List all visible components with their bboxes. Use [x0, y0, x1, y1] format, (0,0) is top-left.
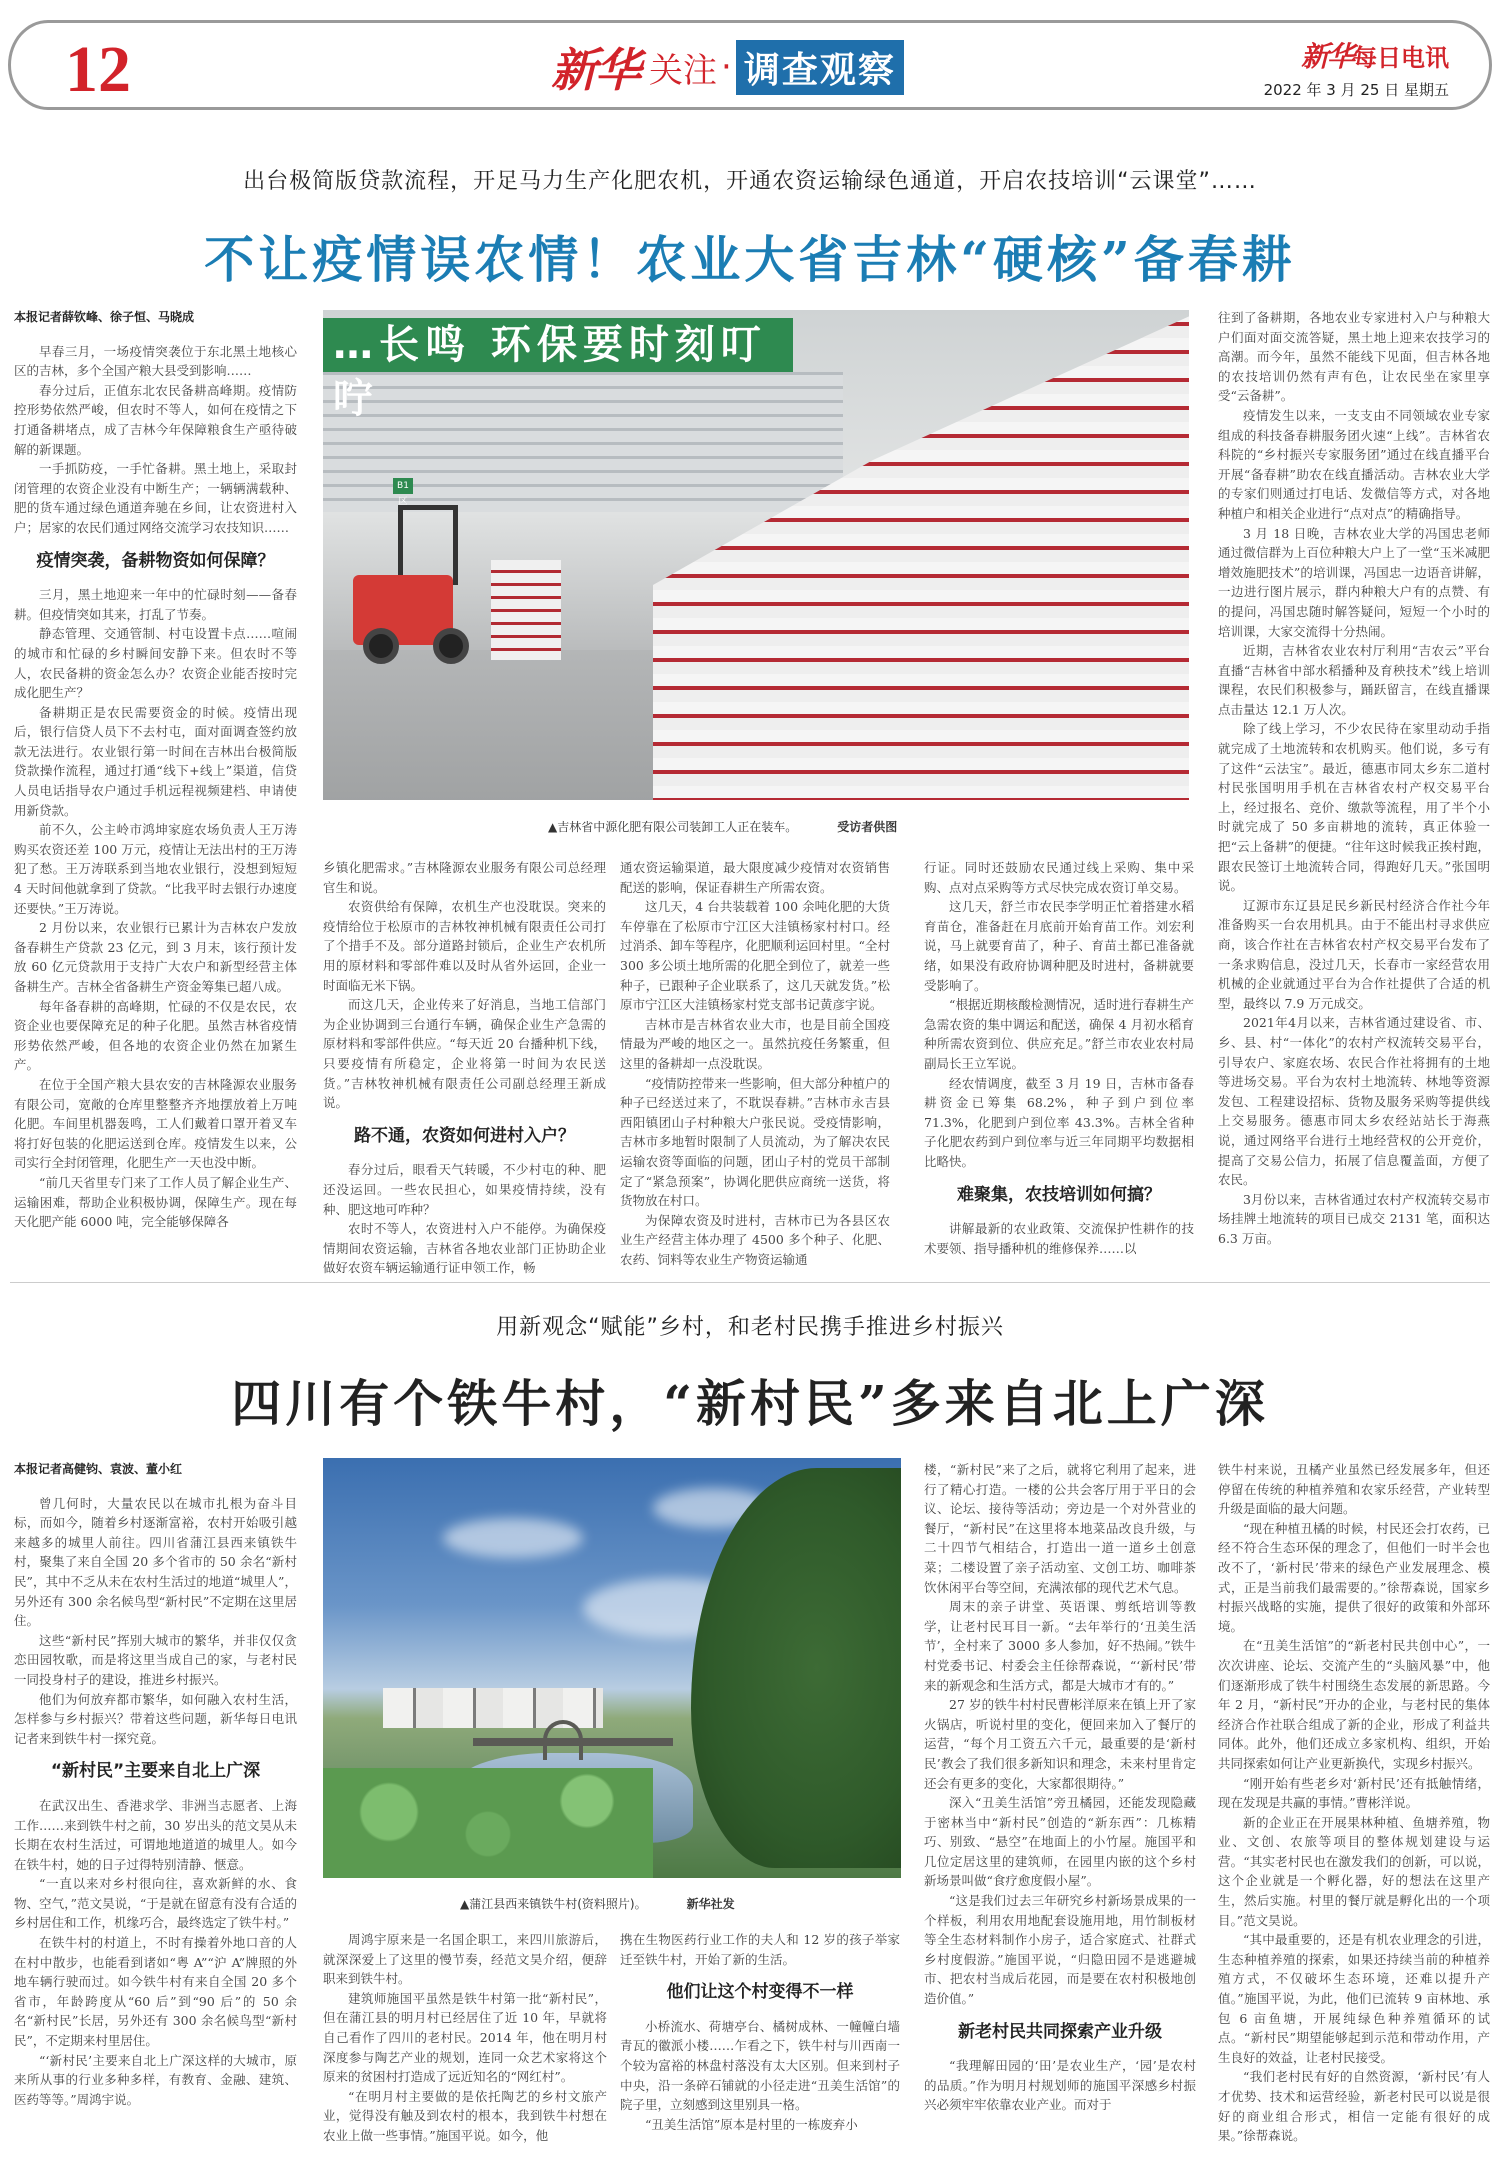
- paragraph: 经农情调度，截至 3 月 19 日，吉林市备春耕资金已筹集 68.2%，种子到户到位率 71.3%，化肥到户到位率 43.3%。吉林全省种子化肥农药到户到位率与近三年同期平均数据相比略快。: [924, 1075, 1194, 1169]
- paragraph: 春分过后，正值东北农民备耕高峰期。疫情防控形势依然严峻，但农时不等人，如何在疫情之下打通备耕堵点，成了吉林今年保障粮食生产亟待破解的新课题。: [14, 382, 297, 457]
- photo-credit: 新华社发: [686, 1897, 735, 1911]
- article1-subhead-2: 路不通，农资如何进村入户？: [354, 1125, 575, 1146]
- section-brand: [551, 37, 904, 97]
- paragraph: 3 月 18 日晚，吉林农业大学的冯国忠老师通过微信群为上百位种粮大户上了一堂“玉米减肥增效施肥技术”的培训课，冯国忠一边语音讲解，一边进行图片展示，群内种粮大户有的点赞、有的提问，冯国忠随时解答疑问，短短一个小时的培训课，大家交流得十分热闹。: [1218, 525, 1490, 639]
- article1-column-5: [1218, 308, 1490, 1249]
- paragraph: 辽源市东辽县足民乡新民村经济合作社今年准备购买一台农用机具。由于不能出村寻求供应商，该合作社在吉林省农村产权交易平台发布了一条求购信息，没过几天，长春市一家经营农用机械的企业就通过平台为合作社提供了合适的机型，最终以 7.9 万元成交。: [1218, 897, 1490, 1011]
- article2-column-4: [924, 1460, 1196, 2115]
- paragraph: 建筑师施国平虽然是铁牛村第一批“新村民”，但在蒲江县的明月村已经居住了近 10 年，早就将自己看作了四川的老村民。2014 年，他在明月村深度参与陶艺产业的规划，连同一众艺术家将这个原来的贫困村打造成了远近知名的“网红村”。: [323, 1990, 607, 2085]
- article2-column-3: [620, 1930, 900, 2134]
- caption-text: ▲吉林省中源化肥有限公司装卸工人正在装车。: [548, 820, 798, 834]
- paragraph: 为保障农资及时进村，吉林市已为各县区农业生产经营主体办理了 4500 多个种子、化肥、农药、饲料等农业生产物资运输通: [620, 1212, 890, 1267]
- article2-byline: 本报记者高健钧、袁波、董小红: [14, 1462, 183, 1476]
- article1-column-4: [924, 858, 1194, 1258]
- forklift-wheel: [363, 628, 399, 664]
- article1-column-3: [620, 858, 890, 1269]
- forklift-wheel: [433, 628, 469, 664]
- cloud: [443, 1518, 583, 1558]
- paragraph: 前不久，公主岭市鸿坤家庭农场负责人王万涛购买农资还差 100 万元，疫情让无法出村的王万涛犯了愁。王万涛联系到当地农业银行，没想到短短 4 天时间他就拿到了贷款。“比我平时去银行办速度还要快。”王万涛说。: [14, 822, 297, 916]
- paper-brand: [1264, 35, 1449, 100]
- paragraph: 吉林市是吉林省农业大市，也是目前全国疫情最为严峻的地区之一。虽然抗疫任务繁重，但这里的备耕却一点没耽误。: [620, 1016, 890, 1071]
- paragraph: 行证。同时还鼓励农民通过线上采购、集中采购、点对点采购等方式尽快完成农资订单交易。: [924, 860, 1194, 895]
- paragraph: “现在种植丑橘的时候，村民还会打农药，已经不符合生态环保的理念了，但他们一时半会也改不了，‘新村民’带来的绿色产业发展理念、模式，正是当前我们最需要的。”徐帮森说，国家乡村振兴战略的实施，提供了很好的政策和外部环境。: [1218, 1520, 1490, 1634]
- paragraph: 铁牛村来说，丑橘产业虽然已经发展多年，但还停留在传统的种植养殖和农家乐经营，产业转型升级是面临的最大问题。: [1218, 1462, 1490, 1517]
- forklift-pallet: [491, 560, 561, 660]
- paragraph: 2 月份以来，农业银行已累计为吉林农户发放备春耕生产贷款 23 亿元，到 3 月末，该行预计发放 60 亿元贷款用于支持广大农户和新型经营主体备耕生产。吉林全省备耕生产资金筹集已超八成。: [14, 920, 297, 994]
- paragraph: 小桥流水、荷塘亭台、橘树成林、一幢幢白墙青瓦的徽派小楼……乍看之下，铁牛村与川西南一个较为富裕的林盘村落没有太大区别。但来到村子中央，沿一条碎石铺就的小径走进“丑美生活馆”的院子里，立刻感到这里别具一格。: [620, 2018, 900, 2113]
- paragraph: 在位于全国产粮大县农安的吉林隆源农业服务有限公司，宽敞的仓库里整整齐齐地摆放着上万吨化肥。车间里机器轰鸣，工人们戴着口罩开着叉车将打好包装的化肥运送到仓库。疫情发生以来，公司实行全封闭管理，化肥生产一天也没中断。: [14, 1076, 297, 1171]
- article2-headline: 四川有个铁牛村，“新村民”多来自北上广深: [231, 1374, 1269, 1433]
- caption-text: ▲蒲江县西来镇铁牛村(资料照片)。: [460, 1897, 647, 1911]
- article1-subhead-3: 难聚集，农技培训如何搞？: [957, 1184, 1161, 1205]
- paragraph: 而这几天，企业传来了好消息，当地工信部门为企业协调到三台通行车辆，确保企业生产急需的原材料和零部件供应。“每天近 20 台播种机下线，只要疫情有所稳定，企业将第一时间为农民送货。”吉林牧神机械有限责任公司副总经理王新成说。: [323, 997, 606, 1111]
- section-label: 关注: [649, 50, 717, 91]
- paragraph: 周末的亲子讲堂、英语课、剪纸培训等教学，让老村民耳目一新。“去年举行的‘丑美生活节’，全村来了 3000 多人参加，好不热闹。”铁牛村党委书记、村委会主任徐帮森说，“‘新村民’带来的新观念和生活方式，都是大城市才有的。”: [924, 1599, 1196, 1693]
- paragraph: “前几天省里专门来了工作人员了解企业生产、运输困难，帮助企业积极协调，保障生产。现在每天化肥产能 6000 吨，完全能够保障各: [14, 1174, 297, 1230]
- paragraph: 乡镇化肥需求。”吉林隆源农业服务有限公司总经理官生和说。: [323, 860, 606, 895]
- paragraph: 往到了备耕期，各地农业专家进村入户与种粮大户们面对面交流答疑，黑土地上迎来农技学习的高潮。而今年，虽然不能线下见面，但吉林各地的农技培训仍然有声有色，让农民坐在家里享受“云备耕”。: [1218, 310, 1490, 404]
- paragraph: “‘新村民’主要来自北上广深这样的大城市，原来所从事的行业多种多样，有教育、金融、建筑、医药等等。”周鸿宇说。: [14, 2052, 297, 2107]
- zone-sign: B1区: [393, 478, 413, 494]
- paragraph: 27 岁的铁牛村村民曹彬洋原来在镇上开了家火锅店，听说村里的变化，便回来加入了餐厅的运营，“每个月工资五六千元，最重要的是‘新村民’教会了我们很多新知识和理念，未来村里肯定还会有更多的变化，大家都很期待。”: [924, 1697, 1196, 1791]
- paragraph: 深入“丑美生活馆”旁丑橘园，还能发现隐藏于密林当中“新村民”创造的“新东西”：几栋精巧、别致、“悬空”在地面上的小竹屋。施国平和几位定居这里的建筑师，在园里内嵌的这个乡村新场景叫做“食疗愈度假小屋”。: [924, 1795, 1196, 1889]
- paragraph: 通农资运输渠道，最大限度减少疫情对农资销售配送的影响，保证春耕生产所需农资。: [620, 860, 890, 895]
- paper-logo-script: 新华: [1300, 40, 1353, 73]
- article2-photo-caption: [460, 1895, 735, 1912]
- lotus-leaves: [323, 1768, 653, 1878]
- article1-byline: 本报记者薛钦峰、徐子恒、马晓成: [14, 310, 195, 324]
- paragraph: 春分过后，眼看天气转暖，不少村屯的种、肥还没运回。一些农民担心，如果疫情持续，没有种、肥这地可咋种？: [323, 1162, 606, 1217]
- paragraph: 农时不等人，农资进村入户不能停。为确保疫情期间农资运输，吉林省各地农业部门正协助企业做好农资车辆运输通行证申领工作，畅: [323, 1221, 606, 1276]
- forklift-cab: [398, 505, 458, 585]
- warehouse-banner: …长鸣 环保要时刻叮咛: [323, 318, 793, 372]
- article2-column-2: [323, 1930, 607, 2146]
- paragraph: 疫情发生以来，一支支由不同领域农业专家组成的科技备春耕服务团火速“上线”。吉林省农科院的“乡村振兴专家服务团”通过在线直播平台开展“备春耕”助农在线直播活动。吉林农业大学的专家们则通过打电话、发微信等方式，对各地种植户和相关企业进行“点对点”的精确指导。: [1218, 407, 1490, 521]
- article2-column-1: [14, 1460, 297, 2109]
- paragraph: 在“丑美生活馆”的“新老村民共创中心”，一次次讲座、论坛、交流产生的“头脑风暴”中，他们逐渐形成了铁牛村围绕生态发展的新思路。今年 2 月，“新村民”开办的企业，与老村民的集体经济合作社联合组成了新的企业，形成了利益共同体。此外，他们还成立多家机构、组织，开始共同探索如何让产业更新换代，实现乡村振兴。: [1218, 1638, 1490, 1771]
- paragraph: 周鸿宇原来是一名国企职工，来四川旅游后，就深深爱上了这里的慢节奏，经范文昊介绍，便辞职来到铁牛村。: [323, 1932, 607, 1987]
- article-divider: [10, 1282, 1490, 1283]
- paragraph: 近期，吉林省农业农村厅利用“吉农云”平台直播“吉林省中部水稻播种及育秧技术”线上培训课程，农民们积极参与，踊跃留言，在线直播课点击量达 12.1 万人次。: [1218, 643, 1490, 717]
- article1-column-1: [14, 308, 297, 1232]
- article2-kicker: 用新观念“赋能”乡村，和老村民携手推进乡村振兴: [496, 1315, 1004, 1340]
- paragraph: 楼，“新村民”来了之后，就将它利用了起来，进行了精心打造。一楼的公共会客厅用于平日的会议、论坛、接待等活动；旁边是一个对外营业的餐厅，“新村民”在这里将本地菜品改良升级，与二十四节气相结合，打造出一道一道乡土创意菜；二楼设置了亲子活动室、文创工坊、咖啡茶饮休闲平台等空间，充满浓郁的现代艺术气息。: [924, 1462, 1196, 1595]
- article1-photo-warehouse: [323, 310, 1189, 800]
- article2-subhead-2: 他们让这个村变得不一样: [666, 1982, 854, 2003]
- paper-title: 每日电讯: [1353, 43, 1449, 72]
- column-name-box: 调查观察: [736, 40, 904, 95]
- paragraph: 讲解最新的农业政策、交流保护性耕作的技术要领、指导播种机的维修保养……以: [924, 1221, 1194, 1256]
- village-trees: [691, 1468, 901, 1868]
- paragraph: 三月，黑土地迎来一年中的忙碌时刻——备春耕。但疫情突如其来，打乱了节奏。: [14, 587, 297, 622]
- paper-name: [1264, 35, 1449, 75]
- paragraph: 一手抓防疫，一手忙备耕。黑土地上，采取封闭管理的农资企业没有中断生产；一辆辆满载种、肥的货车通过绿色通道奔驰在乡间，让农资进村入户；居家的农民们通过网络交流学习农技知识……: [14, 461, 297, 535]
- masthead: [8, 20, 1492, 110]
- paragraph: 在铁牛村的村道上，不时有操着外地口音的人在村中散步，也能看到诸如“粤 A”“沪 A”牌照的外地车辆行驶而过。如今铁牛村有来自全国 20 多个省市，年龄跨度从“60 后”到“90 后”的 50 余名“新村民”长居，另外还有 300 余名候鸟型“新村民”，不定期来村里居住。: [14, 1935, 297, 2049]
- paragraph: 携在生物医药行业工作的夫人和 12 岁的孩子举家迁至铁牛村，开始了新的生活。: [620, 1932, 900, 1967]
- paragraph: 这几天，舒兰市农民李学明正忙着搭建水稻育苗仓，准备赶在月底前开始育苗工作。刘宏利说，马上就要育苗了，种子、育苗土都已准备就绪，如果没有政府协调种肥及时进村，备耕就要受影响了。: [924, 899, 1194, 993]
- paragraph: “我们老村民有好的自然资源，‘新村民’有人才优势、技术和运营经验，新老村民可以说是很好的商业组合形式，相信一定能有很好的成果。”徐帮森说。: [1218, 2069, 1490, 2144]
- paragraph: 农资供给有保障，农机生产也没耽误。突来的疫情给位于松原市的吉林牧神机械有限责任公司打了个措手不及。部分道路封锁后，企业生产农机所用的原材料和零部件难以及时从省外运回，企业一时面临无米下锅。: [323, 899, 606, 993]
- article1-photo-caption: [548, 818, 897, 835]
- paragraph: 3月份以来，吉林省通过农村产权流转交易市场挂牌土地流转的项目已成交 2131 笔，面积达 6.3 万亩。: [1218, 1191, 1490, 1246]
- issue-date: 2022 年 3 月 25 日 星期五: [1263, 81, 1449, 99]
- article1-subhead-1: 疫情突袭，备耕物资如何保障？: [36, 550, 275, 571]
- paragraph: “一直以来对乡村很向往，喜欢新鲜的水、食物、空气，”范文昊说，“于是就在留意有没有合适的乡村居住和工作，机缘巧合，最终选定了铁牛村。”: [14, 1876, 297, 1931]
- article1-headline: 不让疫情误农情！农业大省吉林“硬核”备春耕: [204, 230, 1296, 289]
- article2-column-5: [1218, 1460, 1490, 2146]
- paragraph: 备耕期正是农民需要资金的时候。疫情出现后，银行信贷人员下不去村屯，面对面调查签约放款无法进行。农业银行第一时间在吉林出台极简版贷款操作流程，通过打通“线下+线上”渠道，信贷人员电话指导农户通过手机远程视频建档、申请使用新贷款。: [14, 704, 297, 818]
- article1-kicker: 出台极简版贷款流程，开足马力生产化肥农机，开通农资运输绿色通道，开启农技培训“云课堂”……: [243, 169, 1257, 194]
- paragraph: 新的企业正在开展果林种植、鱼塘养殖，物业、文创、农旅等项目的整体规划建设与运营。“其实老村民也在激发我们的创新，可以说，这个企业就是一个孵化器，好的想法在这里产生，然后实施。村里的餐厅就是孵化出的一个项目。”范文昊说。: [1218, 1814, 1490, 1928]
- article2-subhead-3: 新老村民共同探索产业升级: [958, 2021, 1162, 2042]
- paragraph: 2021年4月以来，吉林省通过建设省、市、乡、县、村“一体化”的农村产权流转交易平台，引导农户、家庭农场、农民合作社将拥有的土地等进场交易。平台为农村土地流转、林地等资源发包、工程建设招标、货物及服务采购等提供线上交易服务。德惠市同太乡农经站站长于海燕说，通过网络平台进行土地经营权的公开竞价，提高了交易公信力，拓展了信息覆盖面，方便了农民。: [1218, 1015, 1490, 1188]
- paragraph: 他们为何放弃都市繁华，如何融入农村生活，怎样参与乡村振兴？带着这些问题，新华每日电讯记者来到铁牛村一探究竟。: [14, 1691, 297, 1746]
- section-separator: ·: [721, 47, 732, 87]
- paragraph: 除了线上学习，不少农民待在家里动动手指就完成了土地流转和农机购买。他们说，多亏有了这件“云法宝”。最近，德惠市同太乡东二道村村民张国明用手机在吉林省农村产权交易平台上，经过报名、竞价、缴款等流程，用了半个小时就完成了 50 多亩耕地的流转，真正体验一把“云上备耕”的便捷。“往年这时候我正挨村跑，跟农民签订土地流转合同，得跑好几天。”张国明说。: [1218, 721, 1490, 894]
- paragraph: 曾几何时，大量农民以在城市扎根为奋斗目标，而如今，随着乡村逐渐富裕，农村开始吸引越来越多的城里人前往。四川省蒲江县西来镇铁牛村，聚集了来自全国 20 多个省市的 50 余名“新村民”，其中不乏从未在农村生活过的地道“城里人”，另外还有 300 余名候鸟型“新村民”不定期在这里居住。: [14, 1495, 297, 1629]
- photo-credit: 受访者供图: [837, 820, 898, 834]
- village-bridge-arch: [543, 1720, 583, 1760]
- paragraph: “丑美生活馆”原本是村里的一栋废弃小: [645, 2116, 858, 2132]
- paragraph: 这几天，4 台共装载着 100 余吨化肥的大货车停靠在了松原市宁江区大洼镇杨家村村口。经过消杀、卸车等程序，化肥顺利运回村里。“全村 300 多公顷土地所需的化肥全到位了，就差一些种子，已跟种子企业联系了，这几天就发货。”松原市宁江区大洼镇杨家村党支部书记黄彦宇说。: [620, 899, 890, 1013]
- paragraph: “我理解田园的‘田’是农业生产，‘园’是农村的品质。”作为明月村规划师的施国平深感乡村振兴必须牢牢依靠农业产业。而对于: [924, 2058, 1196, 2113]
- paragraph: “刚开始有些老乡对‘新村民’还有抵触情绪，现在发现是共赢的事情。”曹彬洋说。: [1218, 1775, 1490, 1811]
- paragraph: “在明月村主要做的是依托陶艺的乡村文旅产业，觉得没有触及到农村的根本，我到铁牛村想在农业上做一些事情。”施国平说。如今，他: [323, 2088, 607, 2143]
- page-number: 12: [65, 33, 131, 106]
- paragraph: “疫情防控带来一些影响，但大部分种植户的种子已经送过来了，不耽误春耕。”吉林市永吉县西阳镇团山子村种粮大户张民说。受疫情影响，吉林市多地暂时限制了人员流动，为了解决农民运输农资等面临的问题，团山子村的党员干部制定了“紧急预案”，协调化肥供应商统一送货，将货物放在村口。: [620, 1075, 890, 1209]
- paragraph: “根据近期核酸检测情况，适时进行春耕生产急需农资的集中调运和配送，确保 4 月初水稻育种所需农资到位、供应充足。”舒兰市农业农村局副局长王立军说。: [924, 997, 1194, 1071]
- paragraph: “这是我们过去三年研究乡村新场景成果的一个样板，利用农用地配套设施用地，用竹制板材等全生态材料制作小房子，适合家庭式、社群式乡村度假游。”施国平说，“归隐田园不是逃避城市、把农村当成后花园，而是要在农村积极地创造价值。”: [924, 1893, 1196, 2007]
- article2-photo-village: [323, 1458, 901, 1878]
- paragraph: 早春三月，一场疫情突袭位于东北黑土地核心区的吉林，多个全国产粮大县受到影响……: [14, 343, 297, 379]
- paragraph: “其中最重要的，还是有机农业理念的引进，生态种植养殖的探索，如果还持续当前的种植养殖方式，不仅破坏生态环境，还难以提升产值。”施国平说，为此，他们已流转 9 亩林地、承包 6 亩鱼塘，开展纯绿色种养殖循环的试点。“新村民”期望能够起到示范和带动作用，产生良好的效益，让老村民接受。: [1218, 1932, 1490, 2065]
- xinhua-logo: 新华: [551, 43, 639, 97]
- paragraph: 在武汉出生、香港求学、非洲当志愿者、上海工作……来到铁牛村之前，30 岁出头的范文昊从未长期在农村生活过，可谓地地道道的城里人。如今在铁牛村，她的日子过得特别清静、惬意。: [14, 1797, 297, 1872]
- paragraph: 这些“新村民”挥别大城市的繁华，并非仅仅贪恋田园牧歌，而是将这里当成自己的家，与老村民一同投身村子的建设，推进乡村振兴。: [14, 1632, 297, 1687]
- article2-subhead-1: “新村民”主要来自北上广深: [50, 1761, 261, 1782]
- paragraph: 每年备春耕的高峰期，忙碌的不仅是农民，农资企业也要保障充足的种子化肥。虽然吉林省疫情形势依然严峻，但各地的农资企业仍然在加紧生产。: [14, 998, 297, 1073]
- article1-column-2: [323, 858, 606, 1278]
- paragraph: 静态管理、交通管制、村屯设置卡点……喧闹的城市和忙碌的乡村瞬间安静下来。但农时不等人，农民备耕的资金怎么办？农资企业能否按时完成化肥生产？: [14, 626, 297, 701]
